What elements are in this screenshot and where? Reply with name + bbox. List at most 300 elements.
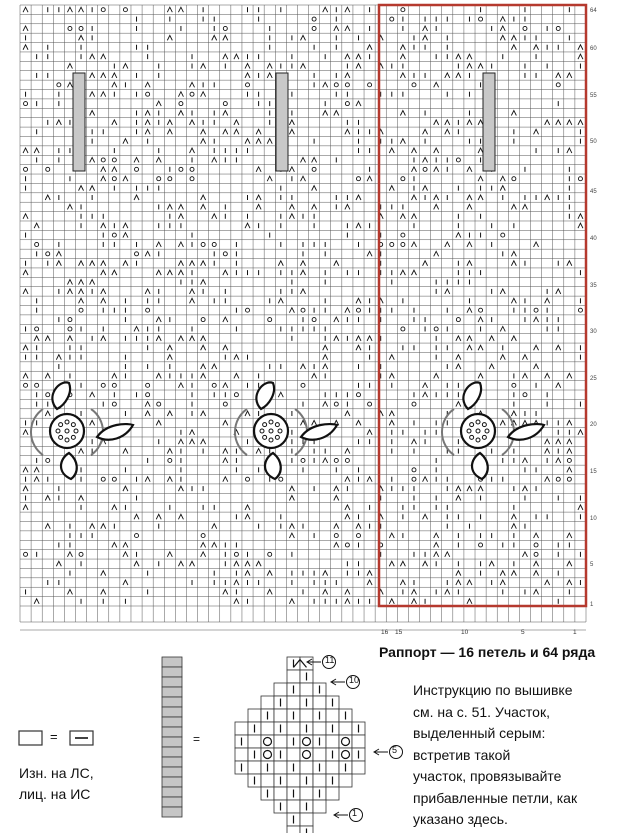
- decrease-symbol: [67, 204, 72, 209]
- decrease-symbol: [190, 336, 195, 341]
- decrease-symbol: [434, 373, 439, 378]
- yarn-over-symbol: [223, 252, 227, 256]
- decrease-symbol: [178, 92, 183, 97]
- decrease-symbol: [522, 486, 527, 491]
- decrease-symbol: [511, 524, 516, 529]
- decrease-symbol: [289, 204, 294, 209]
- yarn-over-symbol: [101, 8, 105, 12]
- decrease-symbol: [511, 571, 516, 576]
- yarn-over-symbol: [356, 308, 360, 312]
- decrease-symbol: [223, 270, 228, 275]
- decrease-symbol: [467, 599, 472, 604]
- decrease-symbol: [190, 561, 195, 566]
- decrease-symbol: [278, 298, 283, 303]
- decrease-symbol: [445, 242, 450, 247]
- decrease-symbol: [567, 261, 572, 266]
- decrease-symbol: [101, 176, 106, 181]
- yarn-over-symbol: [523, 26, 527, 30]
- decrease-symbol: [456, 496, 461, 501]
- decrease-symbol: [467, 261, 472, 266]
- yarn-over-symbol: [24, 383, 28, 387]
- decrease-symbol: [67, 589, 72, 594]
- decrease-symbol: [334, 496, 339, 501]
- yarn-over-symbol: [501, 233, 505, 237]
- decrease-symbol: [423, 129, 428, 134]
- decrease-symbol: [23, 7, 28, 12]
- decrease-symbol: [522, 355, 527, 360]
- decrease-symbol: [234, 561, 239, 566]
- decrease-symbol: [356, 345, 361, 350]
- yarn-over-symbol: [146, 383, 150, 387]
- decrease-symbol: [112, 505, 117, 510]
- decrease-symbol: [178, 486, 183, 491]
- decrease-symbol: [112, 542, 117, 547]
- yarn-over-symbol: [401, 8, 405, 12]
- decrease-symbol: [478, 148, 483, 153]
- yarn-over-symbol: [356, 393, 360, 397]
- decrease-symbol: [23, 373, 28, 378]
- decrease-symbol: [500, 26, 505, 31]
- decrease-symbol: [400, 214, 405, 219]
- decrease-symbol: [145, 289, 150, 294]
- decrease-symbol: [123, 223, 128, 228]
- yarn-over-symbol: [368, 402, 372, 406]
- decrease-symbol: [190, 82, 195, 87]
- yarn-over-symbol: [356, 177, 360, 181]
- decrease-symbol: [223, 345, 228, 350]
- row-number-label: 15: [590, 469, 597, 475]
- decrease-symbol: [112, 373, 117, 378]
- grey-increase-panel: [73, 73, 85, 171]
- decrease-symbol: [289, 308, 294, 313]
- decrease-symbol: [201, 364, 206, 369]
- marker-1: 1: [352, 808, 358, 818]
- decrease-symbol: [578, 223, 583, 228]
- decrease-symbol: [123, 261, 128, 266]
- yarn-over-symbol: [301, 458, 305, 462]
- decrease-symbol: [289, 533, 294, 538]
- decrease-symbol: [289, 129, 294, 134]
- decrease-symbol: [345, 308, 350, 313]
- decrease-symbol: [545, 439, 550, 444]
- decrease-symbol: [79, 7, 84, 12]
- decrease-symbol: [511, 110, 516, 115]
- decrease-symbol: [101, 270, 106, 275]
- decrease-symbol: [289, 524, 294, 529]
- grey-increase-panel: [276, 73, 288, 171]
- decrease-symbol: [534, 45, 539, 50]
- decrease-symbol: [534, 345, 539, 350]
- decrease-symbol: [323, 458, 328, 463]
- decrease-symbol: [400, 73, 405, 78]
- decrease-symbol: [245, 64, 250, 69]
- marker-10: 10: [349, 675, 360, 685]
- decrease-symbol: [145, 110, 150, 115]
- instruction-line: участок, провязывайте: [413, 768, 562, 784]
- decrease-symbol: [123, 449, 128, 454]
- instruction-line: встретив такой: [413, 746, 511, 763]
- decrease-symbol: [245, 514, 250, 519]
- decrease-symbol: [289, 486, 294, 491]
- decrease-symbol: [545, 373, 550, 378]
- decrease-symbol: [201, 261, 206, 266]
- decrease-symbol: [445, 129, 450, 134]
- decrease-symbol: [500, 17, 505, 22]
- decrease-symbol: [334, 317, 339, 322]
- yarn-over-symbol: [401, 327, 405, 331]
- yarn-over-symbol: [534, 543, 538, 547]
- stitch-number-label: 16: [381, 629, 389, 636]
- decrease-symbol: [79, 298, 84, 303]
- decrease-symbol: [223, 420, 228, 425]
- decrease-symbol: [301, 35, 306, 40]
- decrease-symbol: [345, 204, 350, 209]
- instruction-line: см. на с. 51. Участок,: [413, 703, 550, 720]
- yarn-over-symbol: [190, 167, 194, 171]
- decrease-symbol: [489, 561, 494, 566]
- row-number-label: 45: [590, 189, 597, 195]
- decrease-symbol: [411, 148, 416, 153]
- decrease-symbol: [489, 364, 494, 369]
- decrease-symbol: [223, 54, 228, 59]
- decrease-symbol: [79, 289, 84, 294]
- yarn-over-symbol: [534, 552, 538, 556]
- embroidery-instructions: [413, 680, 613, 831]
- decrease-symbol: [467, 204, 472, 209]
- yarn-over-symbol: [423, 167, 427, 171]
- decrease-symbol: [23, 148, 28, 153]
- yarn-over-symbol: [479, 543, 483, 547]
- decrease-symbol: [245, 139, 250, 144]
- stitch-number-label: 1: [573, 629, 577, 636]
- decrease-symbol: [478, 176, 483, 181]
- decrease-symbol: [478, 373, 483, 378]
- decrease-symbol: [79, 35, 84, 40]
- decrease-symbol: [245, 411, 250, 416]
- decrease-symbol: [456, 571, 461, 576]
- decrease-symbol: [478, 195, 483, 200]
- decrease-symbol: [411, 439, 416, 444]
- decrease-symbol: [556, 120, 561, 125]
- decrease-symbol: [334, 486, 339, 491]
- blank-symbol-icon: [19, 731, 42, 745]
- decrease-symbol: [445, 552, 450, 557]
- row-numbers: [590, 8, 597, 608]
- decrease-symbol: [423, 383, 428, 388]
- yarn-over-symbol: [556, 26, 560, 30]
- decrease-symbol: [389, 561, 394, 566]
- yarn-over-symbol: [135, 252, 139, 256]
- decrease-symbol: [178, 561, 183, 566]
- decrease-symbol: [367, 45, 372, 50]
- decrease-symbol: [301, 270, 306, 275]
- decrease-symbol: [423, 186, 428, 191]
- decrease-symbol: [79, 186, 84, 191]
- decrease-symbol: [345, 477, 350, 482]
- row-number-label: 35: [590, 283, 597, 289]
- decrease-symbol: [123, 552, 128, 557]
- decrease-symbol: [567, 73, 572, 78]
- decrease-symbol: [367, 477, 372, 482]
- yarn-over-symbol: [46, 393, 50, 397]
- decrease-symbol: [356, 524, 361, 529]
- decrease-symbol: [167, 129, 172, 134]
- decrease-symbol: [411, 195, 416, 200]
- decrease-symbol: [123, 542, 128, 547]
- flower-motif: [442, 382, 544, 479]
- decrease-symbol: [201, 336, 206, 341]
- decrease-symbol: [345, 514, 350, 519]
- decrease-symbol: [278, 392, 283, 397]
- decrease-symbol: [267, 139, 272, 144]
- decrease-symbol: [556, 345, 561, 350]
- decrease-symbol: [245, 561, 250, 566]
- yarn-over-symbol: [479, 308, 483, 312]
- decrease-symbol: [467, 486, 472, 491]
- decrease-symbol: [79, 449, 84, 454]
- yarn-over-symbol: [412, 468, 416, 472]
- decrease-symbol: [178, 7, 183, 12]
- yarn-over-symbol: [246, 477, 250, 481]
- decrease-symbol: [389, 599, 394, 604]
- decrease-symbol: [145, 82, 150, 87]
- decrease-symbol: [90, 54, 95, 59]
- decrease-symbol: [434, 533, 439, 538]
- decrease-symbol: [312, 157, 317, 162]
- decrease-symbol: [534, 129, 539, 134]
- decrease-symbol: [400, 580, 405, 585]
- decrease-symbol: [367, 336, 372, 341]
- decrease-symbol: [400, 54, 405, 59]
- stitch-number-label: 5: [521, 629, 525, 636]
- decrease-symbol: [112, 270, 117, 275]
- decrease-symbol: [556, 73, 561, 78]
- decrease-symbol: [400, 139, 405, 144]
- decrease-symbol: [500, 176, 505, 181]
- decrease-symbol: [478, 64, 483, 69]
- yarn-over-symbol: [135, 534, 139, 538]
- decrease-symbol: [90, 392, 95, 397]
- decrease-symbol: [445, 289, 450, 294]
- yarn-over-symbol: [35, 242, 39, 246]
- decrease-symbol: [522, 373, 527, 378]
- decrease-symbol: [411, 167, 416, 172]
- decrease-symbol: [489, 336, 494, 341]
- yarn-over-symbol: [212, 383, 216, 387]
- decrease-symbol: [145, 402, 150, 407]
- yarn-over-symbol: [334, 402, 338, 406]
- yarn-over-symbol: [479, 17, 483, 21]
- decrease-symbol: [101, 167, 106, 172]
- decrease-symbol: [34, 148, 39, 153]
- decrease-symbol: [534, 317, 539, 322]
- decrease-symbol: [156, 101, 161, 106]
- decrease-symbol: [334, 26, 339, 31]
- decrease-symbol: [156, 373, 161, 378]
- stitch-number-label: 10: [461, 629, 469, 636]
- decrease-symbol: [201, 92, 206, 97]
- stitch-number-label: 15: [395, 629, 403, 636]
- decrease-symbol: [289, 120, 294, 125]
- yarn-over-symbol: [234, 552, 238, 556]
- yarn-over-symbol: [46, 252, 50, 256]
- yarn-over-symbol: [46, 167, 50, 171]
- decrease-symbol: [578, 214, 583, 219]
- yarn-over-symbol: [334, 83, 338, 87]
- decrease-symbol: [301, 176, 306, 181]
- decrease-symbol: [145, 411, 150, 416]
- decrease-symbol: [445, 120, 450, 125]
- row-number-label: 60: [590, 46, 597, 52]
- row-number-label: 5: [590, 562, 594, 568]
- yarn-over-symbol: [312, 167, 316, 171]
- decrease-symbol: [90, 420, 95, 425]
- yarn-over-symbol: [534, 308, 538, 312]
- decrease-symbol: [578, 430, 583, 435]
- decrease-symbol: [467, 242, 472, 247]
- decrease-symbol: [256, 167, 261, 172]
- yarn-over-symbol: [135, 167, 139, 171]
- decrease-symbol: [301, 261, 306, 266]
- decrease-symbol: [45, 524, 50, 529]
- decrease-symbol: [467, 308, 472, 313]
- decrease-symbol: [323, 571, 328, 576]
- yarn-over-symbol: [223, 26, 227, 30]
- decrease-symbol: [90, 157, 95, 162]
- decrease-symbol: [234, 54, 239, 59]
- decrease-symbol: [223, 589, 228, 594]
- decrease-symbol: [567, 533, 572, 538]
- decrease-symbol: [434, 542, 439, 547]
- decrease-symbol: [178, 514, 183, 519]
- decrease-symbol: [389, 148, 394, 153]
- decrease-symbol: [345, 505, 350, 510]
- decrease-symbol: [101, 289, 106, 294]
- decrease-symbol: [123, 486, 128, 491]
- yarn-over-symbol: [57, 83, 61, 87]
- decrease-symbol: [34, 336, 39, 341]
- decrease-symbol: [511, 204, 516, 209]
- yarn-over-symbol: [212, 242, 216, 246]
- decrease-symbol: [534, 571, 539, 576]
- row-number-label: 64: [590, 8, 597, 14]
- yarn-over-symbol: [345, 102, 349, 106]
- decrease-symbol: [345, 26, 350, 31]
- decrease-symbol: [190, 298, 195, 303]
- decrease-symbol: [456, 336, 461, 341]
- row-number-label: 1: [590, 602, 594, 608]
- decrease-symbol: [201, 439, 206, 444]
- decrease-symbol: [56, 251, 61, 256]
- decrease-symbol: [23, 345, 28, 350]
- decrease-symbol: [545, 449, 550, 454]
- decrease-symbol: [201, 542, 206, 547]
- decrease-symbol: [23, 467, 28, 472]
- decrease-symbol: [223, 383, 228, 388]
- yarn-over-symbol: [578, 177, 582, 181]
- increase-diagram: [235, 656, 403, 833]
- decrease-symbol: [167, 270, 172, 275]
- yarn-over-symbol: [246, 83, 250, 87]
- decrease-symbol: [301, 157, 306, 162]
- decrease-symbol: [212, 364, 217, 369]
- decrease-symbol: [289, 214, 294, 219]
- decrease-symbol: [478, 486, 483, 491]
- decrease-symbol: [511, 411, 516, 416]
- yarn-over-symbol: [24, 102, 28, 106]
- yarn-over-symbol: [112, 158, 116, 162]
- decrease-symbol: [467, 195, 472, 200]
- repeat-caption: Раппорт — 16 петель и 64 ряда: [379, 644, 596, 660]
- decrease-symbol: [389, 186, 394, 191]
- decrease-symbol: [90, 524, 95, 529]
- decrease-symbol: [567, 148, 572, 153]
- decrease-symbol: [178, 204, 183, 209]
- decrease-symbol: [545, 298, 550, 303]
- decrease-symbol: [400, 110, 405, 115]
- yarn-over-symbol: [268, 552, 272, 556]
- yarn-over-symbol: [24, 167, 28, 171]
- yarn-over-symbol: [112, 177, 116, 181]
- decrease-symbol: [345, 589, 350, 594]
- decrease-symbol: [45, 336, 50, 341]
- decrease-symbol: [123, 580, 128, 585]
- yarn-over-symbol: [68, 318, 72, 322]
- decrease-symbol: [534, 561, 539, 566]
- decrease-symbol: [123, 176, 128, 181]
- embroidery-flowers: [31, 382, 544, 479]
- decrease-symbol: [190, 430, 195, 435]
- decrease-symbol: [134, 561, 139, 566]
- decrease-symbol: [156, 270, 161, 275]
- yarn-over-symbol: [401, 233, 405, 237]
- legend-line-2: лиц. на ИС: [19, 786, 91, 802]
- row-number-label: 25: [590, 376, 597, 382]
- decrease-symbol: [201, 373, 206, 378]
- decrease-symbol: [145, 477, 150, 482]
- decrease-symbol: [167, 204, 172, 209]
- decrease-symbol: [500, 580, 505, 585]
- decrease-symbol: [456, 233, 461, 238]
- decrease-symbol: [34, 477, 39, 482]
- grey-panel-sample: [162, 657, 182, 817]
- yarn-over-symbol: [312, 17, 316, 21]
- yarn-over-symbol: [401, 177, 405, 181]
- decrease-symbol: [90, 280, 95, 285]
- yarn-over-symbol: [146, 92, 150, 96]
- yarn-over-symbol: [356, 534, 360, 538]
- decrease-symbol: [556, 439, 561, 444]
- yarn-over-symbol: [35, 383, 39, 387]
- yarn-over-symbol: [234, 393, 238, 397]
- decrease-symbol: [201, 411, 206, 416]
- decrease-symbol: [45, 496, 50, 501]
- decrease-symbol: [156, 336, 161, 341]
- decrease-symbol: [478, 317, 483, 322]
- decrease-symbol: [301, 364, 306, 369]
- decrease-symbol: [511, 45, 516, 50]
- decrease-symbol: [334, 110, 339, 115]
- decrease-symbol: [411, 270, 416, 275]
- yarn-over-symbol: [345, 458, 349, 462]
- yarn-over-symbol: [334, 458, 338, 462]
- yarn-over-symbol: [401, 242, 405, 246]
- yarn-over-symbol: [101, 477, 105, 481]
- decrease-symbol: [545, 120, 550, 125]
- decrease-symbol: [145, 129, 150, 134]
- decrease-symbol: [556, 383, 561, 388]
- decrease-symbol: [190, 289, 195, 294]
